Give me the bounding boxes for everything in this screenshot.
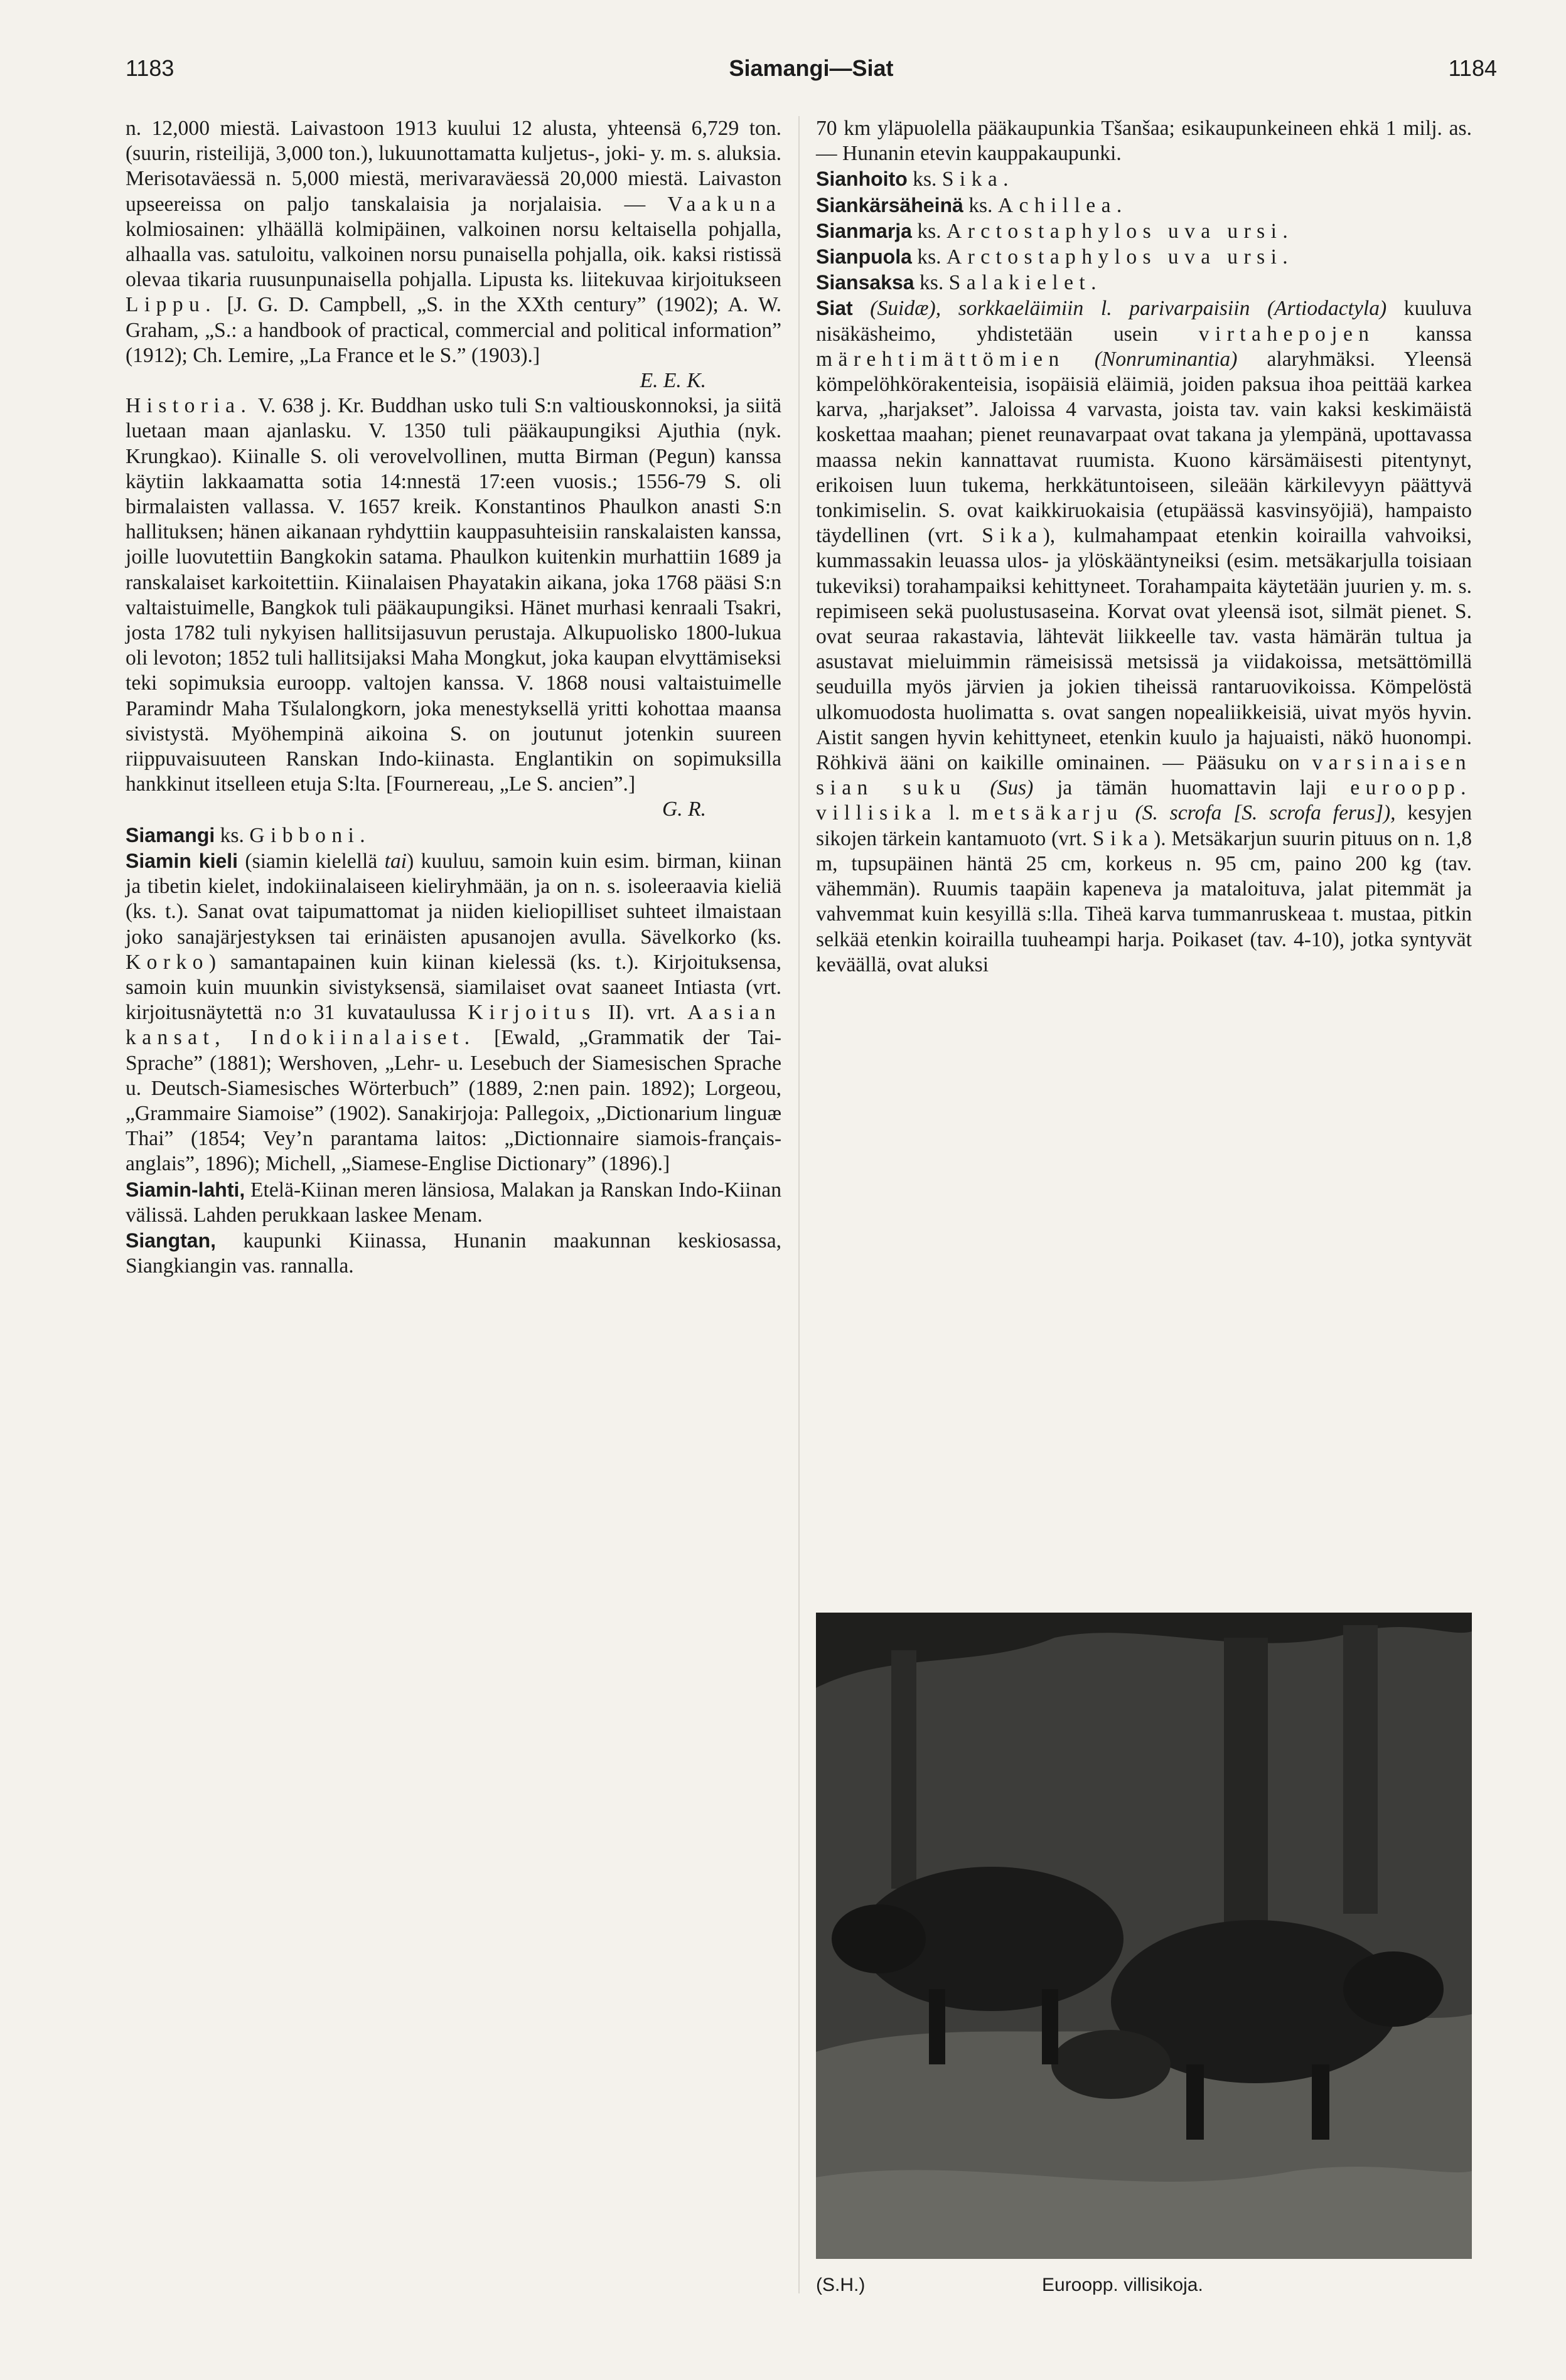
entry-siamangi: Siamangi ks. Gibboni.: [126, 823, 372, 847]
tree-trunk: [891, 1650, 916, 1889]
column-divider: [798, 116, 800, 2293]
entry-siangtan: Siangtan, kaupunki Kiinassa, Hunanin maakunnan keskiosassa, Siangkiangin vas. rannalla.: [126, 1229, 782, 1278]
tree-trunk: [1224, 1638, 1268, 1964]
entry-siansaksa: Siansaksa ks. Salakielet.: [816, 271, 1102, 295]
boar-head: [832, 1904, 926, 1973]
page-number-right: 1184: [1448, 55, 1497, 81]
right-column: [816, 116, 1472, 978]
left-column: [126, 116, 781, 1279]
page-number-left: 1183: [126, 55, 174, 81]
boar-leg: [1186, 2064, 1204, 2140]
running-title: Siamangi—Siat: [729, 55, 894, 81]
entry-sianmarja: Sianmarja ks. Arctostaphylos uva ursi.: [816, 219, 1294, 243]
figure-caption: Euroopp. villisikoja.: [1042, 2275, 1203, 2295]
boar-picture: [816, 1613, 1472, 2259]
entry-siamin-kieli: Siamin kieli (siamin kielellä tai) kuuluu, samoin kuin esim. birman, kiinan ja tibetin kielet, indokiinalaiseen kieliryhmään, ja on n. s. isoleeraavia kieliä (ks. t.). Sanat ovat taipumattomat ja niiden kieliopilliset suhteet ilmaistaan joko sanajärjestyksen tai erinäisten apusanojen avulla. Sävelkorko (ks. Korko) samantapainen kuin kiinan kielessä (ks. t.). Kirjoituksensa, samoin kuin muunkin sivistyksensä, siamilaiset ovat saaneet Intiasta (vrt. kirjoitusnäytettä n:o 31 kuvataulussa Kirjoitus II). vrt. Aasian kansat, Indokiinalaiset. [Ewald, „Grammatik der Tai-Sprache” (1881); Wershoven, „Lehr- u. Lesebuch der Siamesischen Sprache u. Deutsch-Siamesisches Wörterbuch” (1889, 2:nen pain. 1892); Lorgeou, „Grammaire Siamoise” (1902). Sanakirjoja: Pallegoix, „Dictionarium linguæ Thai” (1854; Vey’n parantama laitos: „Dictionnaire siamois-français-anglais”, 1896); Michell, „Siamese-Englise Dictionary” (1896).]: [126, 849, 781, 1176]
entry-siangtan-continued: 70 km yläpuolella pääkaupunkia Tšanšaa; esikaupunkeineen ehkä 1 milj. as. — Hunanin etevin kauppakaupunki.: [816, 117, 1472, 166]
entry-siamin-lahti: Siamin-lahti, Etelä-Kiinan meren länsiosa, Malakan ja Ranskan Indo-Kiinan välissä. Lahden perukkaan laskee Menam.: [126, 1178, 781, 1227]
boar-leg: [929, 1989, 945, 2064]
page-header: [126, 55, 1497, 93]
signature: E. E. K.: [640, 369, 706, 393]
entry-siat: Siat (Suidæ), sorkkaeläimiin l. parivarpaisiin (Artiodactyla) kuuluva nisäkäsheimo, yhdistetään usein virtahepojen kanssa märehtimättömien (Nonruminantia) alaryhmäksi. Yleensä kömpelöhkörakenteisia, isopäisiä eläimiä, joiden paksua ihoa peittää karkea karva, „harjakset”. Jaloissa 4 varvasta, joista tav. vain kaksi keskimäistä koskettaa maahan; pienet reunavarpaat ovat takana ja ylempänä, upottavassa maassa nekin kannattavat ruumista. Kuono kärsämäisesti pitentynyt, erikoisen luun tukema, herkkätuntoiseen, sileään kärkilevyyn päättyvä tonkimiselin. S. ovat kaikkiruokaisia (etupäässä kasvinsyöjiä), hampaisto täydellinen (vrt. Sika), kulmahampaat etenkin koirailla vahvoiksi, kummassakin leuassa ulos- ja ylöskääntyneiksi (esim. metsäkarjulla toisiaan tukeviksi) torahampaiksi kehittyneet. Torahampaita käytetään juurien y. m. s. repimiseen sekä puolustusaseina. Korvat ovat yleensä isot, silmät pienet. S. ovat seuraa rakastavia, lähtevät liikkeelle tav. vasta hämärän tultua ja asustavat mieluimmin rämeisissä metsissä ja viidakoissa, metsättömillä seuduilla myös järvien ja jokien tiheissä rantaruovikoissa. Kömpelöstä ulkomuodosta huolimatta s. ovat sangen nopealiikkeisiä, uivat myös hyvin. Aistit sangen hyvin kehittyneet, etenkin kuulo ja hajuaisti, näkö huonompi. Röhkivä ääni on kaikille ominainen. — Pääsuku on varsinaisen sian suku (Sus) ja tämän huomattavin laji euroopp. villisika l. metsäkarju (S. scrofa [S. scrofa ferus]), kesyjen sikojen tärkein kantamuoto (vrt. Sika). Metsäkarjun suurin pituus on n. 1,8 m, tupsupäinen häntä 25 cm, korkeus n. 95 cm, paino 200 kg (tav. vähemmän). Ruumis taapäin kapeneva ja mataloituva, jalat pitemmät ja vahvemmat kuin kesyillä s:lla. Tiheä karva tummanruskeaa t. mustaa, pitkin selkää etenkin koirailla tuuheampi harja. Poikaset (tav. 4-10), jotka syntyvät keväällä, ovat aluksi: [816, 297, 1472, 976]
tree-trunk: [1343, 1625, 1378, 1914]
history-section: Historia. V. 638 j. Kr. Buddhan usko tuli S:n valtiouskonnoksi, ja siitä luetaan maan ajanlasku. V. 1350 tuli pääkaupungiksi Ajuthia (nyk. Krungkao). Kiinalle S. oli verovelvollinen, mutta Birman (Pegun) kanssa käytiin lakkaamatta sotia 14:nnestä 17:een vuosis.; 1556-79 S. oli birmalaisten vallassa. V. 1657 kreik. Konstantinos Phaulkon anasti S:n hallituksen; hänen aikanaan ryhdyttiin kauppasuhteisiin ranskalaisten kanssa, joille luovutettiin Bangkokin satama. Phaulkon kuitenkin murhattiin 1689 ja ranskalaiset karkoitettiin. Kiinalaisen Phayatakin aikana, joka 1768 pääsi S:n valtaistuimelle, Bangkok tuli pääkaupungiksi. Hänet murhasi kenraali Tsakri, josta 1782 tuli nykyisen hallitsijasuvun perustaja. Alkupuolisko 1800-lukua oli levoton; 1852 tuli hallitsijaksi Maha Mongkut, joka kaupan elvyttämiseksi teki sopimuksia euroopp. valtojen kanssa. V. 1868 nousi valtaistuimelle Paramindr Maha Tšulalongkorn, joka menestyksellä yritti kohottaa maansa sivistystä. Myöhempinä aikoina S. on joutunut jotenkin suureen riippuvaisuuteen Ranskan Indo-kiinasta. Englantikin on sopimuksilla hankkinut itselleen etuja S:lta. [Fournereau, „Le S. ancien”.]: [126, 394, 781, 796]
signature: G. R.: [662, 798, 706, 821]
entry-sianhoito: Sianhoito ks. Sika.: [816, 168, 1014, 191]
entry-sianpuola: Sianpuola ks. Arctostaphylos uva ursi.: [816, 245, 1294, 269]
wild-boar-illustration: [816, 1613, 1472, 2259]
boar-head: [1343, 1951, 1444, 2027]
piglet: [1051, 2030, 1171, 2099]
boar-leg: [1312, 2064, 1329, 2140]
entry-siankarsaheina: Siankärsäheinä ks. Achillea.: [816, 193, 1128, 217]
boar-leg: [1042, 1989, 1058, 2064]
figure-credit: (S.H.): [816, 2275, 866, 2295]
entry-siam-continued: n. 12,000 miestä. Laivastoon 1913 kuului 12 alusta, yhteensä 6,729 ton. (suurin, risteilijä, 3,000 ton.), lukuunottamatta kuljetus-, joki- y. m. s. aluksia. Merisotaväessä n. 5,000 miestä, merivaraväessä 20,000 miestä. Laivaston upseereissa on paljo tanskalaisia ja norjalaisia. — Vaakuna kolmiosainen: ylhäällä kolmipäinen, valkoinen norsu keltaisella pohjalla, alhaalla vas. satuloitu, valkoinen norsu punaisella pohjalla, oik. kaksi ristissä olevaa tikaria ruusunpunaisella pohjalla. Lipusta ks. liitekuvaa kirjoitukseen Lippu. [J. G. D. Campbell, „S. in the XXth century” (1902); A. W. Graham, „S.: a handbook of practical, commercial and political information” (1912); Ch. Lemire, „La France et le S.” (1903).]: [126, 117, 781, 367]
